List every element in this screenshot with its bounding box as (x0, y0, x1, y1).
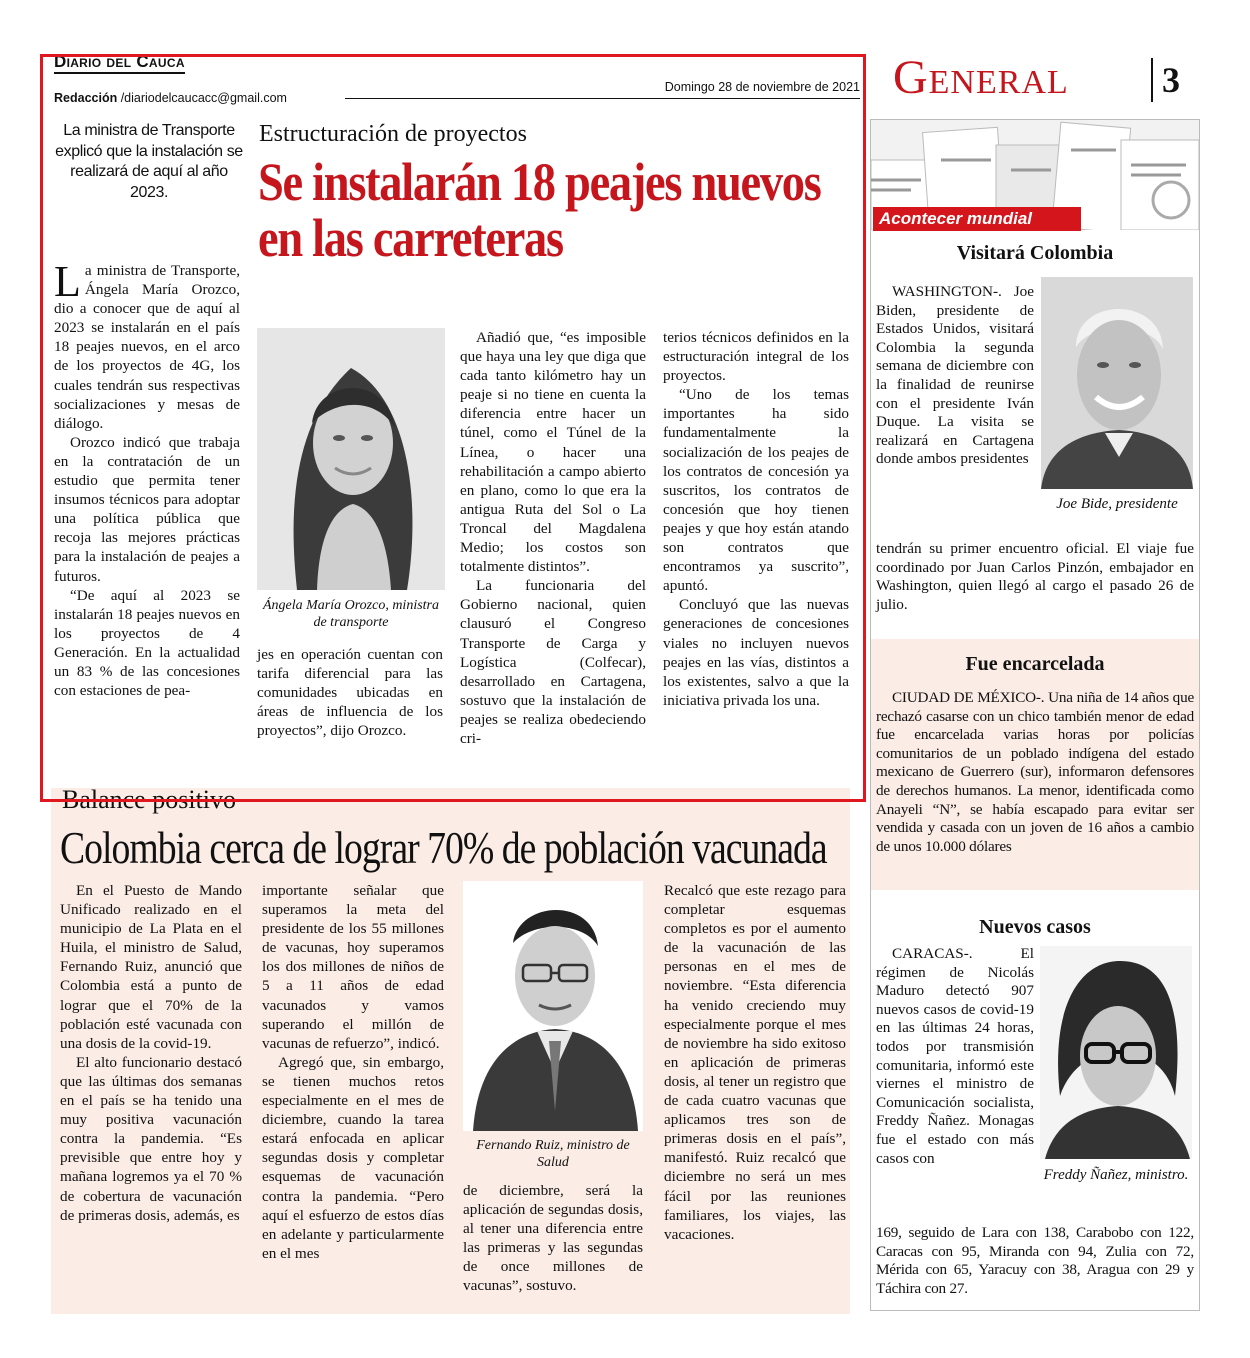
highlight-frame (40, 54, 866, 802)
article-paragraph: 169, seguido de Lara con 138, Carabobo con 122, Caracas con 95, Miranda con 94, Zulia con 72, Mérida con 65, Yaracuy con 38, Aragua con 29 y Táchira con 27. (876, 1224, 1194, 1297)
article-paragraph: de diciembre, será la aplicación de segundas dosis, al tener una diferencia entre las primeras y las segundas de once millones de vacunas”, sostuvo. (463, 1182, 643, 1295)
article-paragraph: Concluyó que las nuevas generaciones de concesiones viales no incluyen nuevos peajes en las vías, distintos a los existentes, salvo a que la iniciativa privada los una. (663, 596, 849, 709)
portrait-man-icon (1041, 277, 1193, 489)
article-paragraph: En el Puesto de Mando Unificado realizado en el municipio de La Plata en el Huila, el ministro de Salud, Fernando Ruiz, anunció que Colombia está a punto de lograr que el 70% de la población esté vacunada con una dosis de la covid-19. (60, 882, 242, 1052)
newspaper-brand: Diario del Cauca (54, 52, 185, 74)
article-paragraph: WASHINGTON-. Joe Biden, presidente de Estados Unidos, visitará Colombia la segunda semana de diciembre con la finalidad de reunirse con el presidente Iván Duque. La visita se realizará en Cartagena donde ambos presidentes (876, 283, 1034, 468)
sidebar-story-title: Nuevos casos (979, 916, 1091, 938)
article-paragraph: Agregó que, sin embargo, se tienen muchos retos especialmente en el mes de diciembre, cuando la tarea estará enfocada en aplicar segundas dosis y completar esquemas de vacunación contra la pandemia. “Pero aquí el esfuerzo de estos días en adelante y particularmente en el mes (262, 1053, 444, 1262)
vaccine-headline: Colombia cerca de lograr 70% de población vacunada (60, 822, 827, 873)
article-paragraph: Recalcó que este rezago para completar esquemas completos es por el aumento de la vacunación de las personas en el mes de noviembre. “Esta diferencia ha venido creciendo muy especialmente porque el mes de noviembre ha sido exitoso en aplicación de primeras dosis, al tener un registro que de cada cuatro vacunas que aplicamos tres son de primeras dosis en el país”, manifestó. Ruiz recalcó que diciembre no será un mes fácil por las reuniones familiares, los viajes, las vacaciones. (664, 882, 846, 1243)
sidebar-story-text (876, 945, 1034, 1168)
section-tag: Acontecer mundial (873, 207, 1081, 231)
article-paragraph: La funcionaria del Gobierno nacional, quien clausuró el Congreso Transporte de Carga y Logística (Colfecar), desarrollado en Cartagena, sostuvo que la instalación de peajes se realiza obedeciendo cri- (460, 577, 646, 747)
article-paragraph: Orozco indicó que trabaja en la contratación de un estudio que permita tener insumos técnicos para adoptar una política pública que recoja las mejores prácticas para la instalación de peajes a futuros. (54, 433, 240, 585)
sidebar-story-title: Visitará Colombia (956, 242, 1114, 264)
sidebar-story-text (876, 540, 1194, 614)
vaccine-column-1 (60, 881, 242, 1225)
sidebar-story-title: Fue encarcelada (965, 653, 1105, 675)
drop-cap: L (54, 257, 81, 306)
portrait-man-icon (463, 881, 643, 1131)
photo-caption: Ángela María Orozco, ministra de transporte (262, 598, 440, 630)
paragraph-text: a ministra de Transporte, Ángela María Orozco, dio a conocer que de aquí al 2023 se instalarán en el país 18 peajes nuevos, en el arco de los proyectos de 4G, los cuales tendrán sus respectivas socializaciones y mesas de diálogo. (54, 262, 240, 432)
article-paragraph: tendrán su primer encuentro oficial. El viaje fue coordinado por Juan Carlos Pinzón, embajador en Washington, quien llegó al cargo el pasado 26 de julio. (876, 540, 1194, 613)
article-paragraph: Añadió que, “es imposible que haya una ley que diga que cada tanto kilómetro hay un peaje si no tiene en cuenta la diferencia entre hacer un túnel, como el Túnel de la Línea, o hacer una rehabilitación a campo abierto en plano, como lo que era la antigua Ruta del Sol o La Troncal del Magdalena Medio; los costos son totalmente distintos”. (460, 329, 646, 576)
photo-caption: Fernando Ruiz, ministro de Salud (476, 1138, 630, 1170)
redaccion-label: Redacción (54, 91, 118, 105)
section-name: General (893, 51, 1069, 104)
minister-ruiz-photo (463, 881, 643, 1131)
portrait-man-icon (1040, 946, 1192, 1159)
article-paragraph: terios técnicos definidos en la estructuración integral de los proyectos. (663, 329, 849, 385)
article-paragraph: El alto funcionario destacó que las últimas dos semanas en el país se ha tenido una muy positiva vacunación contra la pandemia. “Es previsible que entre hoy y mañana logremos ya el 70 % de cobertura de vacunación de primeras dosis, además, es (60, 1053, 242, 1224)
sidebar-story-text (876, 689, 1194, 856)
vaccine-column-3 (463, 1181, 643, 1296)
vaccine-column-4 (664, 881, 846, 1244)
article-paragraph: jes en operación cuentan con tarifa diferencial para las comunidades ubicadas en áreas de influencia de los proyectos”, dijo Orozco. (257, 646, 443, 740)
vaccine-kicker: Balance positivo (62, 785, 237, 814)
article-headline: Se instalarán 18 peajes nuevos en las carreteras (258, 152, 821, 268)
issue-date: Domingo 28 de noviembre de 2021 (345, 80, 860, 99)
article-paragraph: CARACAS-. El régimen de Nicolás Maduro detectó 907 nuevos casos de covid-19 en las últimas 24 horas, todos por transmisión comunitaria, informó este viernes el ministro de Comunicación socialista, Freddy Ñañez. Monagas fue el estado con más casos con (876, 945, 1034, 1167)
article-paragraph: “De aquí al 2023 se instalarán 18 peajes nuevos en los proyectos de 4 Generación. En la actualidad un 83 % de las concesiones con estaciones de pea- (54, 586, 240, 700)
header-divider (1151, 58, 1153, 102)
vaccine-column-2 (262, 881, 444, 1263)
article-paragraph: importante señalar que superamos la meta del presidente de los 55 millones de vacunas, hoy superamos los dos millones de niños de 5 a 11 años de edad vacunados y vamos superando el millón de vacunas de refuerzo”, indicó. (262, 882, 444, 1052)
article-deck: La ministra de Transporte explicó que la instalación se realizará de aquí al año 2023. (55, 122, 243, 201)
redaccion-email: /diariodelcaucacc@gmail.com (120, 91, 287, 105)
photo-caption: Freddy Ñañez, ministro. (1043, 1167, 1189, 1183)
sidebar-story-text (876, 283, 1034, 469)
page-number: 3 (1162, 60, 1180, 100)
sidebar-story-text (876, 1224, 1194, 1298)
biden-photo (1041, 277, 1193, 489)
article-kicker: Estructuración de proyectos (259, 121, 527, 147)
nanez-photo (1040, 946, 1192, 1159)
photo-caption: Joe Bide, presidente (1056, 496, 1178, 512)
article-paragraph: CIUDAD DE MÉXICO-. Una niña de 14 años que rechazó casarse con un chico también menor de edad fue encarcelada varias horas por policías comunitarios de un poblado indígena del estado mexicano de Guerrero (sur), informaron defensores de derechos humanos. La menor, identificada como Anayeli “N”, se había escapado para evitar ser vendida y casada con un joven de 16 años a cambio de unos 10.000 dólares (876, 689, 1194, 855)
article-paragraph: “Uno de los temas importantes ha sido fundamentalmente la socialización de los peajes de los contratos de concesión ya suscritos, los contratos de concesión que hoy tienen peajes y que hoy están atando son contratos que encontramos ya suscrito”, apuntó. (663, 386, 849, 595)
